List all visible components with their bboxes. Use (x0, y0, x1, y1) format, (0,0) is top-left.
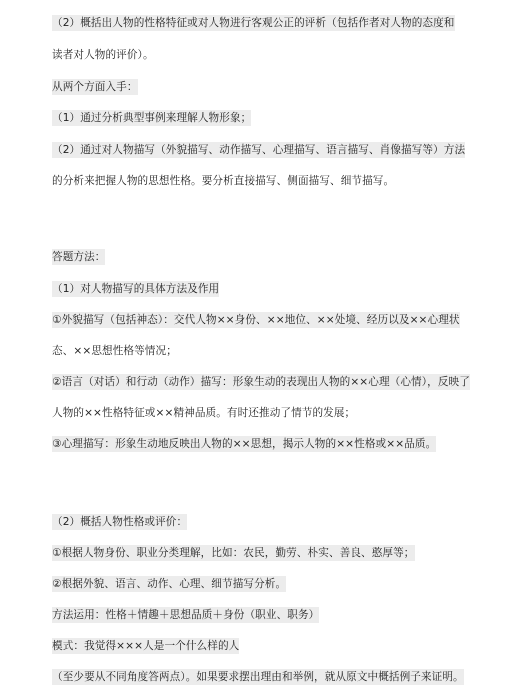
text-line: ②根据外貌、语言、动作、心理、细节描写分析。 (52, 578, 287, 590)
text-line: ①根据人物身份、职业分类理解，比如：农民，勤劳、朴实、善良、憨厚等； (52, 547, 415, 559)
paragraph-line (52, 542, 415, 564)
text-line: 态、××思想性格等情况； (52, 345, 177, 357)
paragraph-line (52, 604, 319, 626)
paragraph-line (52, 371, 470, 393)
text-line: （2）通过对人物描写（外貌描写、动作描写、心理描写、语言描写、肖像描写等）方法 (52, 144, 466, 156)
text-line: 模式：我觉得×××人是一个什么样的人 (52, 640, 240, 652)
text-line: （1）对人物描写的具体方法及作用 (52, 283, 220, 295)
paragraph-line (52, 402, 355, 424)
paragraph-line (52, 107, 251, 129)
paragraph-line (52, 511, 187, 533)
paragraph-line (52, 666, 464, 688)
paragraph-line (52, 573, 286, 595)
paragraph-line (52, 44, 154, 66)
text-line: （1）通过分析典型事例来理解人物形象； (52, 112, 252, 124)
text-line: 答题方法： (52, 251, 106, 263)
text-line: 读者对人物的评价）。 (52, 49, 154, 61)
text-line: ①外貌描写（包括神态）：交代人物××身份、××地位、××处境、经历以及××心理状 (52, 314, 460, 326)
text-line: ③心理描写：形象生动地反映出人物的××思想，揭示人物的××性格或××品质。 (52, 438, 437, 450)
paragraph-line (52, 246, 105, 268)
paragraph-line (52, 12, 455, 34)
paragraph-line (52, 278, 219, 300)
paragraph-line (52, 635, 239, 657)
text-line: 方法运用：性格＋情趣＋思想品质＋身份（职业、职务） (52, 609, 320, 621)
text-line: 人物的××性格特征或××精神品质。有时还推动了情节的发展； (52, 407, 356, 419)
text-line: 从两个方面入手： (52, 81, 138, 93)
paragraph-line (52, 76, 138, 98)
paragraph-line (52, 139, 465, 161)
paragraph-line (52, 309, 460, 331)
text-line: （2）概括出人物的性格特征或对人物进行客观公正的评析（包括作者对人物的态度和 (52, 17, 455, 29)
text-line: （2）概括人物性格或评价： (52, 516, 188, 528)
text-line: 的分析来把握人物的思想性格。要分析直接描写、侧面描写、细节描写。 (52, 175, 395, 187)
paragraph-line (52, 340, 177, 362)
paragraph-line (52, 170, 394, 192)
text-line: （至少要从不同角度答两点）。如果要求摆出理由和举例，就从原文中概括例子来证明。 (52, 671, 464, 683)
text-line: ②语言（对话）和行动（动作）描写：形象生动的表现出人物的××心理（心情），反映了 (52, 376, 470, 388)
paragraph-line (52, 433, 436, 455)
